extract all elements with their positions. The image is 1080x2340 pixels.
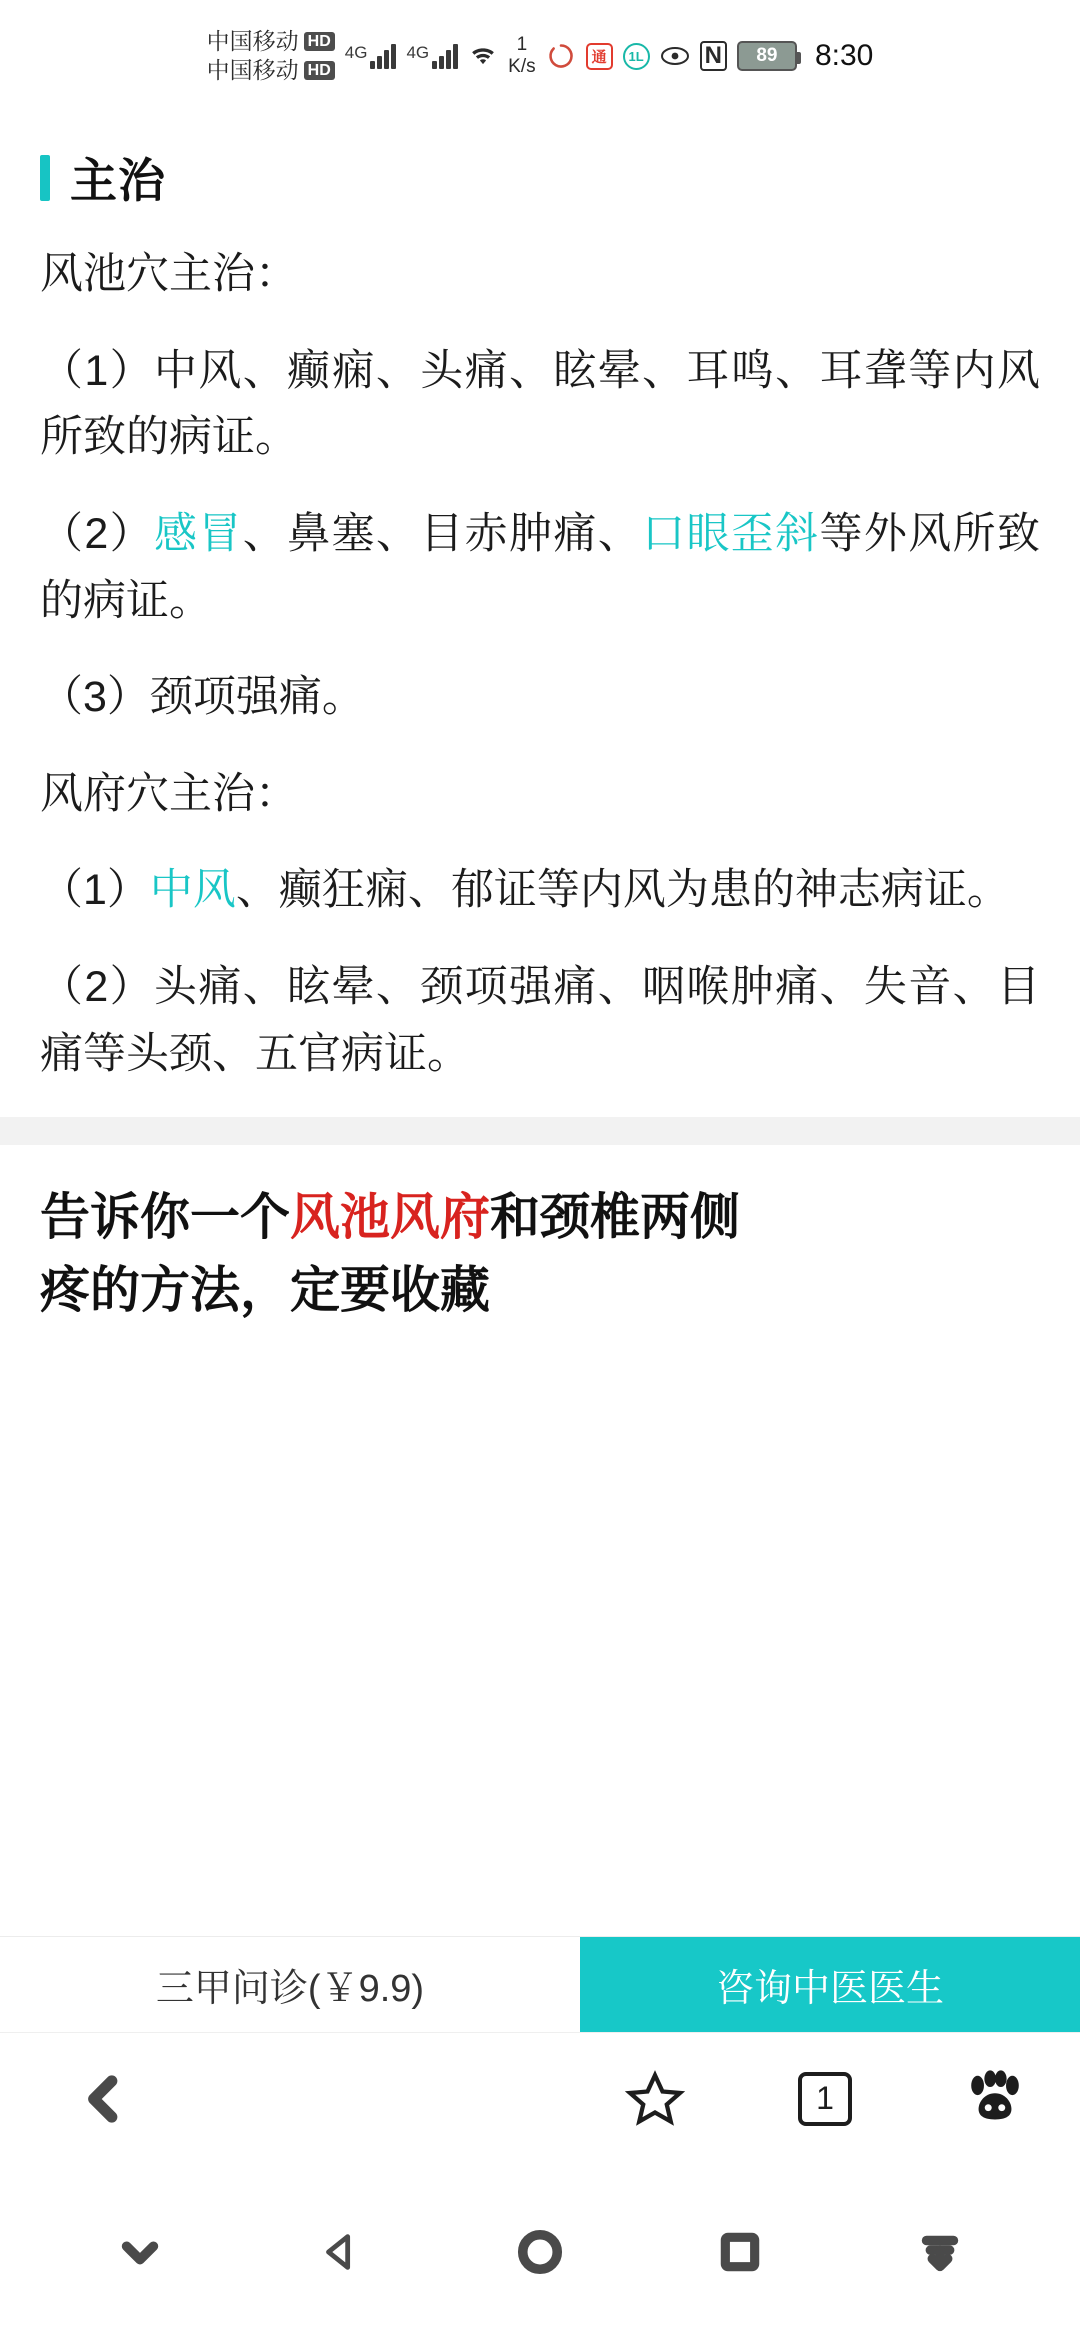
download-icon[interactable] — [892, 2204, 988, 2300]
network-speed — [508, 34, 535, 78]
carrier-name-1: 中国移动 — [206, 27, 299, 54]
signal-bars-icon-2 — [432, 43, 458, 69]
section-divider — [0, 1117, 1080, 1145]
inline-link[interactable]: 感冒 — [154, 509, 243, 558]
article-paragraph — [40, 241, 1040, 308]
android-navigation-bar[interactable] — [0, 2164, 1080, 2340]
section-header — [40, 144, 1040, 211]
back-button[interactable] — [0, 2072, 210, 2126]
wifi-icon — [468, 43, 498, 69]
page-title: 主治 — [70, 154, 166, 207]
paragraph-text: 、鼻塞、目赤肿痛、 — [242, 509, 643, 558]
paragraph-text: 风府穴主治： — [40, 769, 298, 818]
promo-keyword: 风池风府 — [290, 1189, 490, 1246]
status-bar — [0, 0, 1080, 112]
speed-value: 1 — [516, 34, 528, 56]
article-paragraph — [40, 761, 1040, 828]
promo-text: 和颈椎两侧 — [490, 1189, 740, 1246]
battery-icon — [737, 41, 797, 71]
section-accent-bar — [40, 155, 50, 201]
inline-link[interactable]: 口眼歪斜 — [642, 509, 820, 558]
signal-group-1 — [345, 43, 397, 69]
promo-text: 告诉你一个 — [40, 1189, 290, 1246]
paragraph-text: （2） — [40, 509, 155, 558]
network-type-2: 4G — [406, 43, 430, 62]
carrier-row-2 — [207, 58, 335, 83]
paragraph-text: （3）颈项强痛。 — [40, 673, 365, 722]
volume-teal-icon: 1L — [623, 43, 650, 70]
clock: 8:30 — [814, 39, 874, 72]
circle-home-icon[interactable] — [492, 2204, 588, 2300]
nfc-icon: N — [700, 41, 727, 71]
promo-block[interactable] — [0, 1145, 1080, 1326]
square-recents-icon[interactable] — [692, 2204, 788, 2300]
signal-group-2 — [406, 43, 458, 69]
chevron-down-icon[interactable] — [92, 2204, 188, 2300]
article-paragraph — [40, 954, 1040, 1087]
tabs-button[interactable] — [740, 2072, 910, 2126]
paid-consult-button[interactable]: 三甲问诊(￥9.9) — [155, 1968, 425, 2010]
alarm-red-icon: 通 — [586, 43, 613, 70]
article-body — [0, 112, 1080, 1087]
carrier-info — [207, 29, 335, 84]
network-type-1: 4G — [344, 43, 368, 62]
bookmark-star-icon[interactable] — [570, 2069, 740, 2129]
paragraph-text: 、癫狂痫、郁证等内风为患的神志病证。 — [235, 866, 1010, 915]
paragraph-text: （1）中风、癫痫、头痛、眩晕、耳鸣、耳聋等内风所致的病证。 — [40, 346, 1040, 462]
paragraph-list — [40, 241, 1040, 1087]
tab-count: 1 — [798, 2072, 852, 2126]
ask-doctor-button[interactable]: 咨询中医医生 — [580, 1937, 1080, 2032]
carrier-row-1 — [207, 29, 335, 54]
eye-icon — [660, 41, 690, 71]
paragraph-text: （1） — [40, 866, 150, 915]
baidu-paw-icon[interactable] — [910, 2070, 1080, 2128]
battery-level: 89 — [756, 45, 778, 66]
carrier-name-2: 中国移动 — [206, 57, 299, 83]
hd-badge-2: HD — [304, 61, 335, 81]
hd-badge-1: HD — [304, 32, 335, 52]
paragraph-text: （2）头痛、眩晕、颈项强痛、咽喉肿痛、失音、目痛等头颈、五官病证。 — [40, 963, 1040, 1078]
speed-unit: K/s — [508, 56, 536, 77]
paragraph-text: 风池穴主治： — [40, 250, 298, 298]
promo-subline: 疼的方法，定要收藏 — [40, 1261, 490, 1318]
promo-headline — [40, 1181, 1040, 1326]
inline-link[interactable]: 中风 — [149, 866, 236, 915]
consult-cta-bar[interactable] — [0, 1936, 1080, 2032]
article-paragraph — [40, 501, 1040, 634]
article-paragraph — [40, 338, 1040, 471]
paragraph-text: 等外风所致的病证。 — [40, 509, 1041, 625]
sync-circle-icon — [546, 41, 576, 71]
browser-toolbar[interactable] — [0, 2032, 1080, 2164]
toolbar-actions — [210, 2069, 1080, 2129]
triangle-back-icon[interactable] — [292, 2204, 388, 2300]
signal-bars-icon-1 — [370, 43, 396, 69]
article-paragraph — [40, 664, 1040, 731]
article-paragraph — [40, 857, 1040, 924]
